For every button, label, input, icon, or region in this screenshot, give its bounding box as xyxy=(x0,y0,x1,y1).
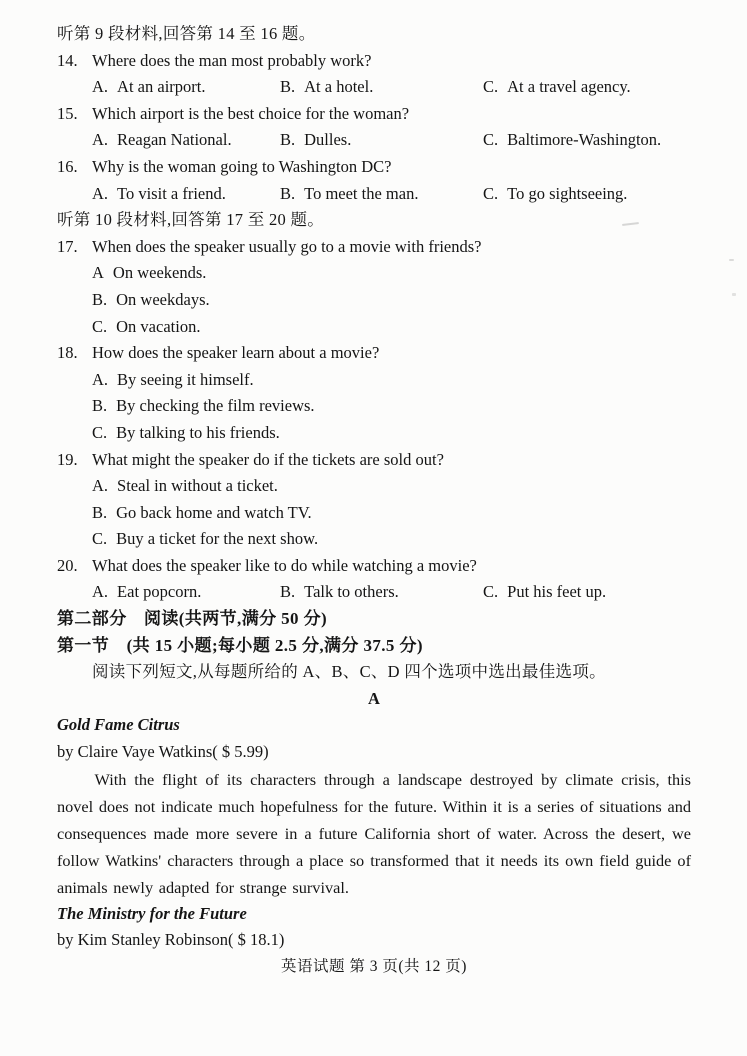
option-a-label: A. xyxy=(92,582,109,602)
option-c-label: C. xyxy=(92,529,108,549)
question-17-option-a xyxy=(57,260,691,287)
question-20-number: 20. xyxy=(57,555,78,575)
question-20-options xyxy=(57,579,691,606)
part2-instruction: 阅读下列短文,从每题所给的 A、B、C、D 四个选项中选出最佳选项。 xyxy=(92,662,606,682)
question-14-number: 14. xyxy=(57,50,78,70)
part2-header: 第二部分 阅读(共两节,满分 50 分) xyxy=(57,609,328,629)
scan-artifact xyxy=(732,293,736,296)
option-c-label: C. xyxy=(483,582,499,602)
option-b-text: To meet the man. xyxy=(304,183,419,203)
option-b xyxy=(280,127,483,154)
option-b-text: On weekdays. xyxy=(116,289,210,309)
question-16-number: 16. xyxy=(57,156,78,176)
book-1-title: Gold Fame Citrus xyxy=(57,715,180,735)
option-c-label: C. xyxy=(483,77,499,97)
question-18 xyxy=(57,340,691,367)
option-c-label: C. xyxy=(483,183,499,203)
question-19 xyxy=(57,447,691,474)
question-15-text: Which airport is the best choice for the woman? xyxy=(92,103,410,123)
option-b xyxy=(280,181,483,208)
option-b-label: B. xyxy=(280,183,296,203)
book-1-description: With the flight of its characters through a landscape destroyed by climate crisis, this novel does not indicate much hopefulness for the future. Within it is a series of situations and consequences made more severe in a future California short of water. Across the desert, we follow Watkins' characters through a place so transformed that it needs its own field guide of animals newly adapted for strange survival. xyxy=(57,769,691,897)
option-a-text: Reagan National. xyxy=(117,130,232,150)
option-c-label: C. xyxy=(483,130,499,150)
option-c-text: On vacation. xyxy=(116,316,201,336)
option-c xyxy=(483,74,691,101)
option-c-text: By talking to his friends. xyxy=(116,422,280,442)
book-2-title: The Ministry for the Future xyxy=(57,903,247,923)
option-c xyxy=(483,181,691,208)
question-17-text: When does the speaker usually go to a movie with friends? xyxy=(92,236,482,256)
option-a-label: A. xyxy=(92,369,109,389)
passage-a-label: A xyxy=(368,688,380,708)
option-c-text: Buy a ticket for the next show. xyxy=(116,529,319,549)
question-19-number: 19. xyxy=(57,449,78,469)
option-b-label: B. xyxy=(280,77,296,97)
page-footer: 英语试题 第 3 页(共 12 页) xyxy=(281,957,467,975)
question-14-options xyxy=(57,74,691,101)
option-a-label: A xyxy=(92,263,104,283)
option-b-label: B. xyxy=(280,582,296,602)
question-19-text: What might the speaker do if the tickets are sold out? xyxy=(92,449,444,469)
option-b-text: At a hotel. xyxy=(304,77,374,97)
part2-section1-header: 第一节 (共 15 小题;每小题 2.5 分,满分 37.5 分) xyxy=(57,635,423,655)
option-c-label: C. xyxy=(92,316,108,336)
question-18-option-c xyxy=(57,420,691,447)
option-b xyxy=(280,579,483,606)
option-c-text: To go sightseeing. xyxy=(507,183,628,203)
question-18-number: 18. xyxy=(57,343,78,363)
option-b-label: B. xyxy=(92,289,108,309)
option-a xyxy=(92,127,280,154)
option-c-text: Baltimore-Washington. xyxy=(507,130,662,150)
question-17-option-b xyxy=(57,287,691,314)
listening-intro-material-9: 听第 9 段材料,回答第 14 至 16 题。 xyxy=(57,24,316,43)
option-a-label: A. xyxy=(92,77,109,97)
option-a xyxy=(92,579,280,606)
option-a-text: At an airport. xyxy=(117,77,206,97)
question-18-text: How does the speaker learn about a movie? xyxy=(92,343,380,363)
option-b-text: By checking the film reviews. xyxy=(116,396,315,416)
option-a-text: Steal in without a ticket. xyxy=(117,476,278,496)
question-15-options xyxy=(57,127,691,154)
question-14-text: Where does the man most probably work? xyxy=(92,50,372,70)
question-17-number: 17. xyxy=(57,236,78,256)
question-15 xyxy=(57,101,691,128)
option-a-text: Eat popcorn. xyxy=(117,582,202,602)
question-17 xyxy=(57,234,691,261)
scan-artifact xyxy=(729,259,734,261)
option-a xyxy=(92,181,280,208)
option-b-label: B. xyxy=(92,502,108,522)
option-a xyxy=(92,74,280,101)
option-c-text: Put his feet up. xyxy=(507,582,607,602)
question-15-number: 15. xyxy=(57,103,78,123)
option-b-label: B. xyxy=(280,130,296,150)
option-a-label: A. xyxy=(92,183,109,203)
option-b-text: Go back home and watch TV. xyxy=(116,502,312,522)
option-b-text: Talk to others. xyxy=(304,582,399,602)
listening-intro-material-10: 听第 10 段材料,回答第 17 至 20 题。 xyxy=(57,210,325,230)
question-18-option-a xyxy=(57,367,691,394)
page-content xyxy=(57,21,691,980)
question-19-option-b xyxy=(57,500,691,527)
option-b xyxy=(280,74,483,101)
question-19-option-a xyxy=(57,473,691,500)
question-17-option-c xyxy=(57,314,691,341)
option-b-label: B. xyxy=(92,396,108,416)
option-c xyxy=(483,579,691,606)
question-20-text: What does the speaker like to do while watching a movie? xyxy=(92,555,477,575)
book-1-author: by Claire Vaye Watkins( $ 5.99) xyxy=(57,742,269,762)
option-a-text: By seeing it himself. xyxy=(117,369,254,389)
question-14 xyxy=(57,48,691,75)
option-b-text: Dulles. xyxy=(304,130,352,150)
question-18-option-b xyxy=(57,393,691,420)
option-a-label: A. xyxy=(92,476,109,496)
option-c-text: At a travel agency. xyxy=(507,77,631,97)
book-2-author: by Kim Stanley Robinson( $ 18.1) xyxy=(57,930,285,950)
question-16 xyxy=(57,154,691,181)
option-a-text: On weekends. xyxy=(112,263,207,283)
question-19-option-c xyxy=(57,526,691,553)
option-c xyxy=(483,127,691,154)
question-16-text: Why is the woman going to Washington DC? xyxy=(92,156,392,176)
option-a-text: To visit a friend. xyxy=(117,183,226,203)
option-a-label: A. xyxy=(92,130,109,150)
option-c-label: C. xyxy=(92,422,108,442)
question-16-options xyxy=(57,181,691,208)
question-20 xyxy=(57,553,691,580)
